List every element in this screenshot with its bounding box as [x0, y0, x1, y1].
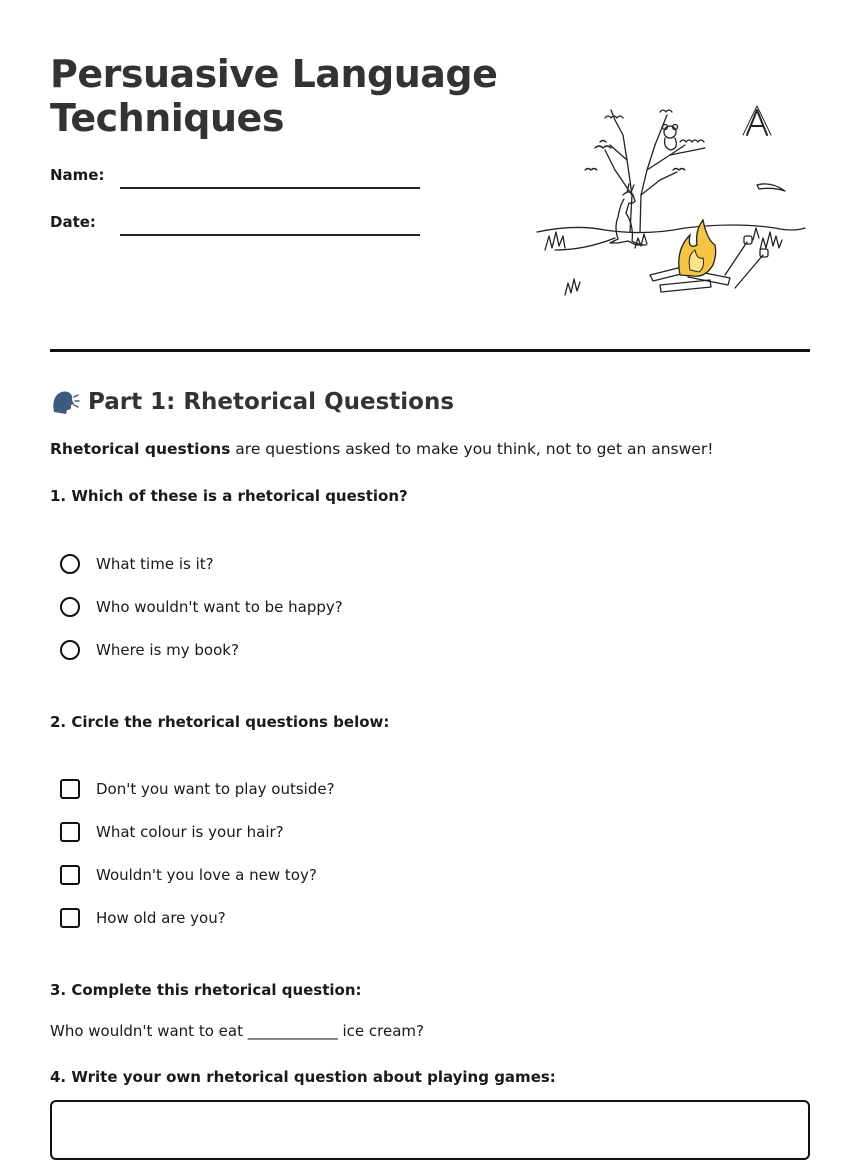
checkbox[interactable] [60, 908, 80, 928]
question-2: 2. Circle the rhetorical questions below: [50, 713, 390, 731]
q2-option[interactable] [60, 779, 335, 799]
fill-in-sentence: Who wouldn't want to eat ____________ ice cream? [50, 1022, 424, 1040]
answer-textbox[interactable] [50, 1100, 810, 1160]
question-1: 1. Which of these is a rhetorical question? [50, 487, 408, 505]
checkbox[interactable] [60, 779, 80, 799]
option-label: Where is my book? [96, 641, 239, 659]
date-label: Date: [50, 213, 96, 231]
radio-button[interactable] [60, 597, 80, 617]
q2-option[interactable] [60, 822, 284, 842]
option-label: What colour is your hair? [96, 823, 284, 841]
question-4: 4. Write your own rhetorical question about playing games: [50, 1068, 556, 1086]
radio-button[interactable] [60, 554, 80, 574]
worksheet-page [50, 0, 810, 1161]
section-title: Part 1: Rhetorical Questions [88, 389, 455, 415]
intro-rest: are questions asked to make you think, not to get an answer! [230, 440, 714, 458]
checkbox[interactable] [60, 865, 80, 885]
question-3: 3. Complete this rhetorical question: [50, 981, 362, 999]
section-heading [50, 388, 454, 416]
q1-option[interactable] [60, 597, 343, 617]
australian-bush-campfire-illustration [535, 100, 810, 305]
q1-option[interactable] [60, 640, 239, 660]
intro-text [50, 440, 713, 458]
radio-button[interactable] [60, 640, 80, 660]
speaking-head-icon [50, 388, 80, 416]
name-field[interactable] [120, 187, 420, 189]
page-title: Persuasive Language Techniques [50, 52, 498, 140]
section-divider [50, 349, 810, 352]
q2-option[interactable] [60, 865, 317, 885]
checkbox[interactable] [60, 822, 80, 842]
option-label: Who wouldn't want to be happy? [96, 598, 343, 616]
date-field[interactable] [120, 234, 420, 236]
q1-option[interactable] [60, 554, 214, 574]
option-label: Don't you want to play outside? [96, 780, 335, 798]
intro-bold: Rhetorical questions [50, 440, 231, 458]
option-label: What time is it? [96, 555, 214, 573]
q2-option[interactable] [60, 908, 226, 928]
option-label: How old are you? [96, 909, 226, 927]
name-label: Name: [50, 166, 105, 184]
option-label: Wouldn't you love a new toy? [96, 866, 317, 884]
